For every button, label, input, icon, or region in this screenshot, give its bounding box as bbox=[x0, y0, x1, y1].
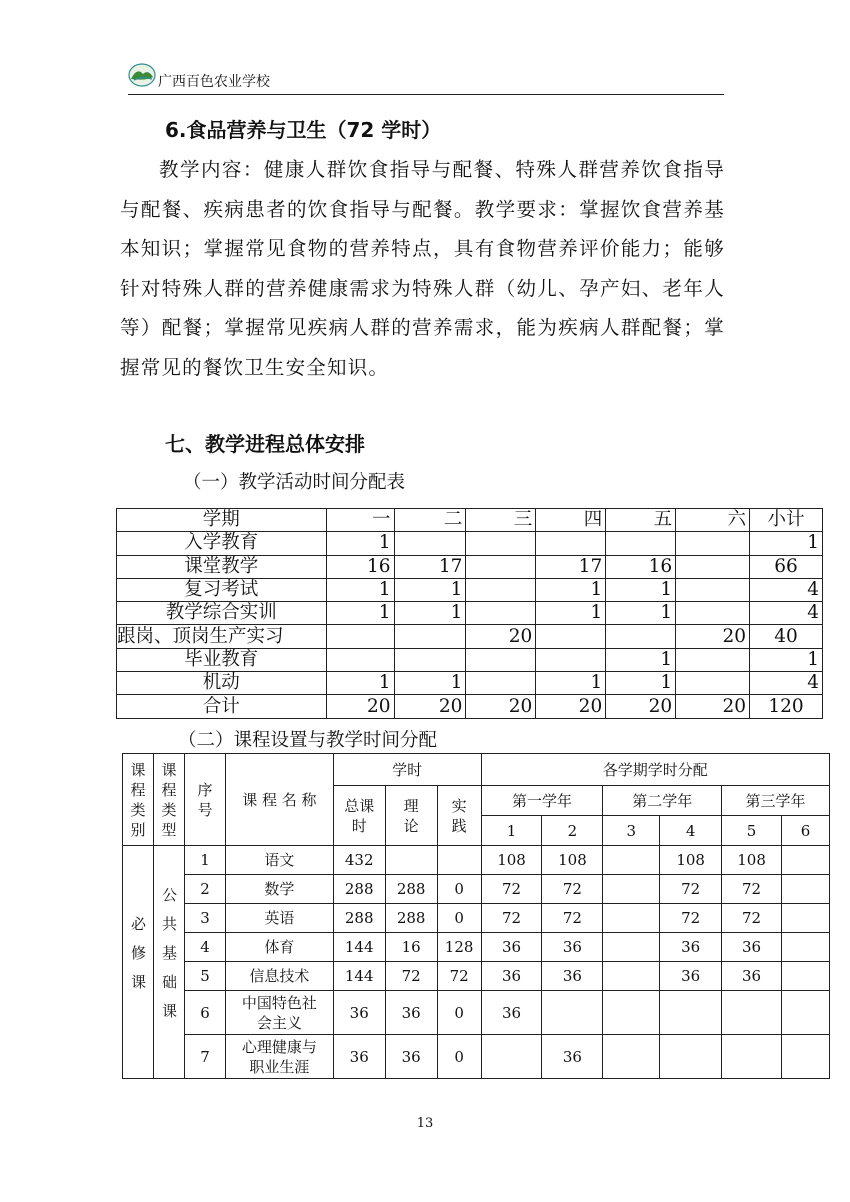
header-cell: 5 bbox=[722, 816, 782, 846]
table-cell bbox=[536, 625, 606, 648]
table-cell bbox=[722, 1035, 782, 1079]
table-cell: 36 bbox=[542, 933, 603, 962]
header-cell: 二 bbox=[394, 509, 466, 532]
table-cell: 体育 bbox=[225, 933, 333, 962]
table-row bbox=[123, 846, 830, 875]
table-cell: 36 bbox=[385, 1035, 437, 1079]
table-header-row bbox=[117, 509, 823, 532]
header-cell: 四 bbox=[536, 509, 606, 532]
table-row bbox=[117, 625, 823, 648]
table-cell: 1 bbox=[750, 532, 823, 555]
table-row bbox=[117, 648, 823, 671]
table-cell: 36 bbox=[542, 1035, 603, 1079]
page-number: 13 bbox=[416, 1116, 434, 1131]
table-cell bbox=[536, 532, 606, 555]
table-cell: 36 bbox=[481, 933, 542, 962]
table-cell: 108 bbox=[542, 846, 603, 875]
table-cell: 4 bbox=[750, 672, 823, 695]
table-cell bbox=[782, 962, 830, 991]
row-label: 教学综合实训 bbox=[117, 602, 327, 625]
table-cell: 数学 bbox=[225, 875, 333, 904]
table-cell: 72 bbox=[385, 962, 437, 991]
header-cell: 实践 bbox=[437, 786, 481, 846]
table-cell: 72 bbox=[542, 875, 603, 904]
table-cell bbox=[326, 625, 394, 648]
table-cell: 心理健康与职业生涯 bbox=[225, 1035, 333, 1079]
row-label: 机动 bbox=[117, 672, 327, 695]
table-cell: 128 bbox=[437, 933, 481, 962]
table-row bbox=[117, 578, 823, 601]
table-row bbox=[117, 555, 823, 578]
table-cell: 288 bbox=[333, 904, 385, 933]
table-cell: 4 bbox=[750, 578, 823, 601]
table-cell bbox=[676, 555, 750, 578]
table-cell: 20 bbox=[466, 625, 536, 648]
table-cell: 36 bbox=[481, 962, 542, 991]
type-label: 公共基础课 bbox=[159, 887, 178, 1032]
table-cell: 288 bbox=[385, 875, 437, 904]
header-cell: 课程类别 bbox=[123, 754, 154, 846]
header-cell: 第二学年 bbox=[603, 786, 722, 816]
table-cell: 2 bbox=[184, 875, 225, 904]
table-cell bbox=[676, 672, 750, 695]
table-cell: 1 bbox=[326, 602, 394, 625]
table-cell bbox=[603, 846, 660, 875]
table-cell: 16 bbox=[385, 933, 437, 962]
table-cell bbox=[606, 532, 676, 555]
header-cell: 小计 bbox=[750, 509, 823, 532]
row-label: 合计 bbox=[117, 695, 327, 718]
header-cell: 一 bbox=[326, 509, 394, 532]
table-cell: 432 bbox=[333, 846, 385, 875]
table-cell: 0 bbox=[437, 1035, 481, 1079]
teaching-time-table bbox=[116, 508, 823, 719]
header-cell: 学期 bbox=[117, 509, 327, 532]
table-cell: 1 bbox=[536, 672, 606, 695]
table-cell: 17 bbox=[394, 555, 466, 578]
table-cell: 5 bbox=[184, 962, 225, 991]
table-cell: 36 bbox=[542, 962, 603, 991]
table-cell: 1 bbox=[326, 672, 394, 695]
table-cell: 1 bbox=[394, 578, 466, 601]
table-cell bbox=[542, 991, 603, 1035]
table-cell bbox=[660, 991, 722, 1035]
table-cell: 1 bbox=[394, 602, 466, 625]
table-cell bbox=[466, 578, 536, 601]
table-cell bbox=[676, 602, 750, 625]
row-label: 课堂教学 bbox=[117, 555, 327, 578]
table-cell: 0 bbox=[437, 875, 481, 904]
table-cell: 20 bbox=[466, 695, 536, 718]
header-cell: 理论 bbox=[385, 786, 437, 846]
table-row bbox=[123, 875, 830, 904]
table-cell: 1 bbox=[326, 532, 394, 555]
table-cell: 1 bbox=[750, 648, 823, 671]
table-cell bbox=[603, 1035, 660, 1079]
table-cell bbox=[782, 846, 830, 875]
table-cell bbox=[676, 532, 750, 555]
row-label: 毕业教育 bbox=[117, 648, 327, 671]
header-cell: 第一学年 bbox=[481, 786, 603, 816]
table-cell: 4 bbox=[750, 602, 823, 625]
table-cell: 20 bbox=[676, 695, 750, 718]
table-cell: 72 bbox=[437, 962, 481, 991]
type-cell bbox=[153, 846, 184, 1079]
table-cell bbox=[722, 991, 782, 1035]
header-cell: 3 bbox=[603, 816, 660, 846]
table-cell bbox=[782, 1035, 830, 1079]
row-label: 入学教育 bbox=[117, 532, 327, 555]
table-cell bbox=[466, 648, 536, 671]
table-cell: 0 bbox=[437, 991, 481, 1035]
section-6-paragraph: 教学内容：健康人群饮食指导与配餐、特殊人群营养饮食指导与配餐、疾病患者的饮食指导与配餐。教学要求：掌握饮食营养基本知识；掌握常见食物的营养特点，具有食物营养评价能力；能够针对特殊人群的营养健康需求为特殊人群（幼儿、孕产妇、老年人等）配餐；掌握常见疾病人群的营养需求，能为疾病人群配餐；掌握常见的餐饮卫生安全知识。 bbox=[120, 158, 725, 379]
header-cell: 总课时 bbox=[333, 786, 385, 846]
table-cell: 72 bbox=[481, 875, 542, 904]
table-cell bbox=[394, 648, 466, 671]
header-cell: 1 bbox=[481, 816, 542, 846]
table-header-row bbox=[123, 754, 830, 786]
table-cell: 66 bbox=[750, 555, 823, 578]
table-cell: 1 bbox=[536, 578, 606, 601]
table-cell: 36 bbox=[660, 962, 722, 991]
table-cell: 0 bbox=[437, 904, 481, 933]
table-cell: 108 bbox=[481, 846, 542, 875]
header-cell: 课程类型 bbox=[153, 754, 184, 846]
table-cell: 4 bbox=[184, 933, 225, 962]
table-cell bbox=[603, 904, 660, 933]
table-row bbox=[123, 904, 830, 933]
table-cell: 36 bbox=[722, 962, 782, 991]
table-cell bbox=[676, 578, 750, 601]
table-cell bbox=[385, 846, 437, 875]
header-cell: 序号 bbox=[184, 754, 225, 846]
table-cell: 72 bbox=[481, 904, 542, 933]
section-6-title: 6.食品营养与卫生（72 学时） bbox=[165, 118, 442, 142]
table-cell bbox=[782, 904, 830, 933]
table-cell: 144 bbox=[333, 933, 385, 962]
table-cell: 16 bbox=[606, 555, 676, 578]
table-cell: 1 bbox=[606, 648, 676, 671]
table-cell: 1 bbox=[606, 602, 676, 625]
table-cell bbox=[782, 875, 830, 904]
table-row bbox=[117, 532, 823, 555]
subsection-1-title: （一）教学活动时间分配表 bbox=[183, 472, 406, 493]
table-cell: 英语 bbox=[225, 904, 333, 933]
table-cell bbox=[394, 625, 466, 648]
table-cell: 36 bbox=[333, 1035, 385, 1079]
table-cell: 1 bbox=[394, 672, 466, 695]
table-cell bbox=[394, 532, 466, 555]
table-cell: 36 bbox=[660, 933, 722, 962]
header-cell: 学时 bbox=[333, 754, 481, 786]
table-row bbox=[123, 962, 830, 991]
header-cell: 各学期学时分配 bbox=[481, 754, 829, 786]
table-cell bbox=[603, 875, 660, 904]
table-cell: 72 bbox=[722, 904, 782, 933]
table-cell: 1 bbox=[606, 672, 676, 695]
table-cell: 1 bbox=[536, 602, 606, 625]
table-cell: 20 bbox=[326, 695, 394, 718]
category-label: 必修课 bbox=[128, 916, 147, 1003]
table-cell bbox=[782, 933, 830, 962]
table-cell: 20 bbox=[606, 695, 676, 718]
table-cell: 语文 bbox=[225, 846, 333, 875]
table-cell: 36 bbox=[385, 991, 437, 1035]
table-cell: 36 bbox=[481, 991, 542, 1035]
table-cell: 108 bbox=[660, 846, 722, 875]
subsection-2-title: （二）课程设置与教学时间分配 bbox=[178, 730, 438, 751]
table-cell: 288 bbox=[333, 875, 385, 904]
table-row bbox=[123, 991, 830, 1035]
table-cell: 信息技术 bbox=[225, 962, 333, 991]
table-cell: 288 bbox=[385, 904, 437, 933]
table-cell bbox=[603, 933, 660, 962]
table-cell: 72 bbox=[660, 875, 722, 904]
row-label: 复习考试 bbox=[117, 578, 327, 601]
table-cell: 3 bbox=[184, 904, 225, 933]
table-cell: 7 bbox=[184, 1035, 225, 1079]
table-cell bbox=[603, 991, 660, 1035]
section-7-title: 七、教学进程总体安排 bbox=[165, 432, 365, 456]
table-row bbox=[123, 1035, 830, 1079]
table-cell: 6 bbox=[184, 991, 225, 1035]
table-cell: 1 bbox=[606, 578, 676, 601]
table-cell: 16 bbox=[326, 555, 394, 578]
header-cell: 五 bbox=[606, 509, 676, 532]
course-schedule-table bbox=[122, 753, 830, 1079]
header-cell: 课 程 名 称 bbox=[225, 754, 333, 846]
table-cell bbox=[606, 625, 676, 648]
table-cell: 144 bbox=[333, 962, 385, 991]
row-label: 跟岗、顶岗生产实习 bbox=[117, 625, 327, 648]
table-cell bbox=[466, 555, 536, 578]
table-cell: 108 bbox=[722, 846, 782, 875]
category-cell bbox=[123, 846, 154, 1079]
table-row bbox=[117, 602, 823, 625]
table-cell bbox=[466, 672, 536, 695]
table-cell: 72 bbox=[542, 904, 603, 933]
header-cell: 2 bbox=[542, 816, 603, 846]
table-total-row bbox=[117, 695, 823, 718]
table-cell bbox=[437, 846, 481, 875]
page-header bbox=[128, 62, 724, 95]
header-cell: 六 bbox=[676, 509, 750, 532]
header-cell: 三 bbox=[466, 509, 536, 532]
school-name: 广西百色农业学校 bbox=[158, 74, 270, 90]
school-logo bbox=[128, 62, 156, 88]
table-cell bbox=[481, 1035, 542, 1079]
table-cell: 72 bbox=[660, 904, 722, 933]
table-row bbox=[123, 933, 830, 962]
table-cell: 20 bbox=[676, 625, 750, 648]
table-cell bbox=[676, 648, 750, 671]
table-row bbox=[117, 672, 823, 695]
table-cell bbox=[326, 648, 394, 671]
table-cell: 1 bbox=[326, 578, 394, 601]
table-cell bbox=[782, 991, 830, 1035]
table-cell bbox=[466, 602, 536, 625]
table-cell: 120 bbox=[750, 695, 823, 718]
header-cell: 4 bbox=[660, 816, 722, 846]
table-cell: 1 bbox=[184, 846, 225, 875]
table-cell bbox=[466, 532, 536, 555]
table-cell bbox=[660, 1035, 722, 1079]
table-cell bbox=[603, 962, 660, 991]
table-cell: 36 bbox=[722, 933, 782, 962]
header-cell: 6 bbox=[782, 816, 830, 846]
table-cell: 中国特色社会主义 bbox=[225, 991, 333, 1035]
header-cell: 第三学年 bbox=[722, 786, 830, 816]
table-cell bbox=[536, 648, 606, 671]
table-cell: 36 bbox=[333, 991, 385, 1035]
table-cell: 40 bbox=[750, 625, 823, 648]
table-cell: 17 bbox=[536, 555, 606, 578]
table-cell: 20 bbox=[536, 695, 606, 718]
table-cell: 20 bbox=[394, 695, 466, 718]
table-cell: 72 bbox=[722, 875, 782, 904]
